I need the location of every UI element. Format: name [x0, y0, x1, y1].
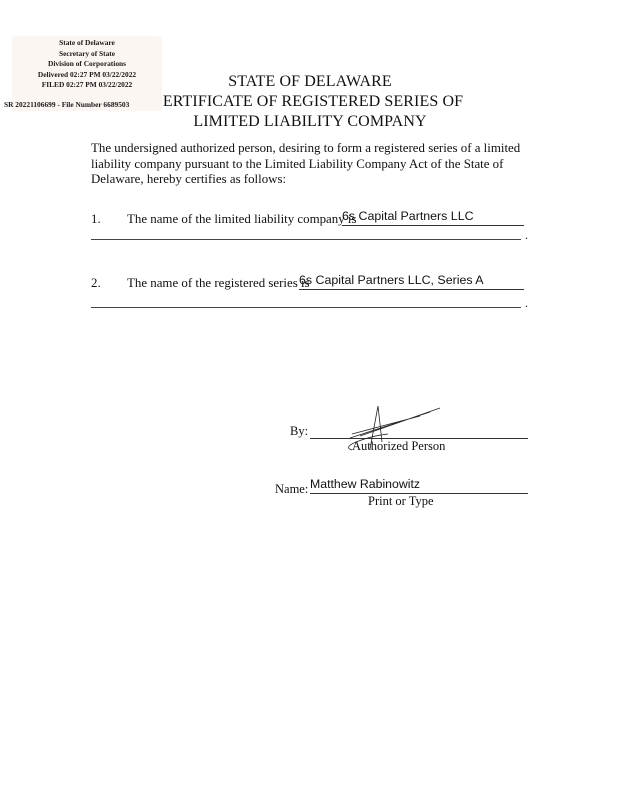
stamp-filed: FILED 02:27 PM 03/22/2022 — [41, 80, 133, 89]
document-title-line2: ERTIFICATE OF REGISTERED SERIES OF — [162, 93, 464, 110]
stamp-line: Secretary of State — [58, 48, 116, 58]
intro-line: The undersigned authorized person, desiring to form a registered series of a limited — [91, 141, 521, 155]
intro-paragraph — [91, 141, 541, 188]
stamp-line: State of Delaware — [59, 38, 115, 47]
item-number: 1. — [91, 212, 101, 226]
authorized-person-caption: Authorized Person — [352, 439, 446, 453]
print-or-type-caption: Print or Type — [368, 494, 434, 508]
intro-line: liability company pursuant to the Limited Liability Company Act of the State of — [91, 156, 504, 171]
item-number: 2. — [91, 276, 101, 290]
stamp-file-number: SR 20221106699 - File Number 6689503 — [4, 100, 130, 109]
intro-line: Delaware, hereby certifies as follows: — [91, 172, 287, 186]
stamp-line: Division of Corporations — [47, 59, 127, 68]
item-1-period: . — [525, 228, 528, 242]
item-1 — [91, 211, 356, 227]
name-label: Name: — [275, 482, 309, 496]
item-label: The name of the limited liability company is — [127, 212, 357, 226]
document-title-line1: STATE OF DELAWARE — [228, 73, 392, 90]
item-2-period: . — [525, 296, 528, 310]
item-label: The name of the registered series is — [127, 276, 310, 290]
filing-stamp — [4, 36, 162, 111]
series-name-field[interactable]: 6s Capital Partners LLC, Series A — [299, 273, 524, 290]
item-2 — [91, 275, 310, 291]
stamp-delivered: Delivered 02:27 PM 03/22/2022 — [37, 69, 137, 79]
by-label: By: — [290, 424, 309, 438]
llc-name-field[interactable]: 6s Capital Partners LLC — [342, 209, 524, 226]
item-1-continuation-line — [91, 238, 521, 240]
item-2-continuation-line — [91, 306, 521, 308]
signer-name[interactable]: Matthew Rabinowitz — [310, 477, 421, 491]
document-title-line3: LIMITED LIABILITY COMPANY — [193, 113, 427, 130]
